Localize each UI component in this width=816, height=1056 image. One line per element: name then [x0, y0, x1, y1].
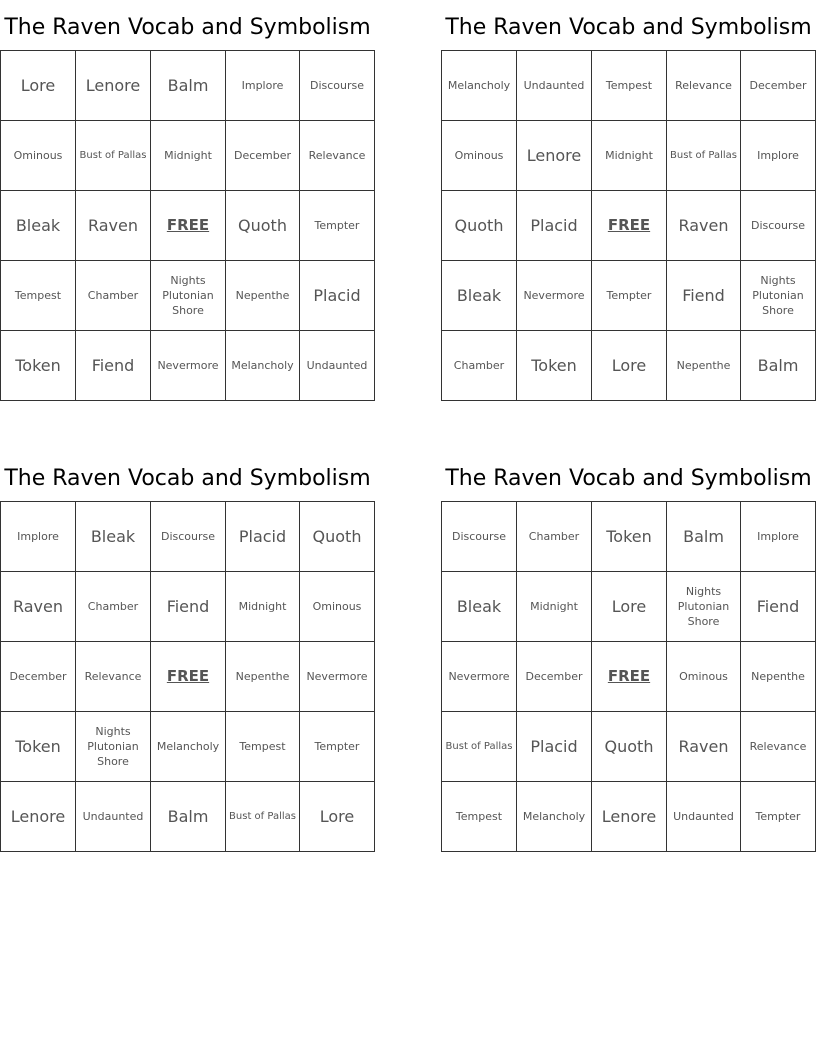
bingo-cell: December — [1, 642, 76, 712]
bingo-cell: Nevermore — [300, 642, 375, 712]
bingo-cell: Midnight — [592, 121, 667, 191]
bingo-cell: December — [226, 121, 300, 191]
bingo-cell: Token — [517, 331, 592, 401]
bingo-cell: Balm — [151, 51, 226, 121]
bingo-cell: Nepenthe — [667, 331, 741, 401]
bingo-cell: Balm — [667, 502, 741, 572]
bingo-cell: Placid — [226, 502, 300, 572]
bingo-cell: Raven — [667, 712, 741, 782]
bingo-cell: Bleak — [442, 261, 517, 331]
bingo-cell: December — [517, 642, 592, 712]
bingo-cell: Bleak — [76, 502, 151, 572]
free-space-cell: FREE — [151, 191, 226, 261]
bingo-card-4 — [441, 451, 816, 852]
bingo-cell: Lenore — [1, 782, 76, 852]
bingo-cell: Tempest — [592, 51, 667, 121]
bingo-cell: Melancholy — [151, 712, 226, 782]
bingo-cell: Tempest — [442, 782, 517, 852]
bingo-cell: Melancholy — [517, 782, 592, 852]
bingo-cell: Relevance — [76, 642, 151, 712]
bingo-cell: Implore — [226, 51, 300, 121]
bingo-cell: Nights Plutonian Shore — [741, 261, 816, 331]
bingo-cell: Lenore — [76, 51, 151, 121]
bingo-cell: Undaunted — [517, 51, 592, 121]
bingo-cell: Quoth — [592, 712, 667, 782]
bingo-cell: Implore — [741, 502, 816, 572]
bingo-cell: Tempest — [226, 712, 300, 782]
bingo-cell: Raven — [76, 191, 151, 261]
bingo-cell: Fiend — [76, 331, 151, 401]
bingo-cell: Token — [1, 331, 76, 401]
card-title: The Raven Vocab and Symbolism — [4, 466, 371, 491]
card-title: The Raven Vocab and Symbolism — [445, 466, 812, 491]
bingo-cell: Implore — [741, 121, 816, 191]
bingo-cell: Nights Plutonian Shore — [151, 261, 226, 331]
bingo-cell: Melancholy — [226, 331, 300, 401]
bingo-cell: Tempter — [300, 191, 375, 261]
bingo-cell: Balm — [151, 782, 226, 852]
bingo-cell: Bust of Pallas — [76, 121, 151, 191]
bingo-cell: Lore — [592, 572, 667, 642]
bingo-cell: Quoth — [300, 502, 375, 572]
bingo-cell: Bleak — [1, 191, 76, 261]
bingo-cell: Ominous — [300, 572, 375, 642]
bingo-cell: Undaunted — [76, 782, 151, 852]
bingo-cell: Raven — [1, 572, 76, 642]
bingo-cell: Token — [592, 502, 667, 572]
bingo-cell: Discourse — [151, 502, 226, 572]
bingo-cell: Tempter — [300, 712, 375, 782]
bingo-cell: Bust of Pallas — [442, 712, 517, 782]
bingo-cell: Bleak — [442, 572, 517, 642]
bingo-cell: Balm — [741, 331, 816, 401]
bingo-cell: Discourse — [300, 51, 375, 121]
bingo-cell: Lenore — [517, 121, 592, 191]
bingo-cell: Nepenthe — [741, 642, 816, 712]
bingo-cell: Quoth — [442, 191, 517, 261]
bingo-cell: Fiend — [667, 261, 741, 331]
bingo-cell: Chamber — [442, 331, 517, 401]
card-title: The Raven Vocab and Symbolism — [445, 15, 812, 40]
bingo-cell: Tempter — [592, 261, 667, 331]
bingo-cell: Chamber — [517, 502, 592, 572]
card-title: The Raven Vocab and Symbolism — [4, 15, 371, 40]
bingo-cell: Ominous — [667, 642, 741, 712]
bingo-cell: Raven — [667, 191, 741, 261]
bingo-cell: Placid — [517, 712, 592, 782]
bingo-cell: Implore — [1, 502, 76, 572]
bingo-cell: Chamber — [76, 261, 151, 331]
bingo-cell: Lenore — [592, 782, 667, 852]
bingo-cell: December — [741, 51, 816, 121]
bingo-cell: Placid — [300, 261, 375, 331]
bingo-grid — [441, 501, 816, 852]
bingo-cell: Discourse — [741, 191, 816, 261]
bingo-card-3 — [0, 451, 375, 852]
bingo-cell: Tempest — [1, 261, 76, 331]
bingo-cell: Lore — [1, 51, 76, 121]
bingo-cell: Midnight — [151, 121, 226, 191]
bingo-grid — [0, 50, 375, 401]
bingo-grid — [0, 501, 375, 852]
free-space-cell: FREE — [151, 642, 226, 712]
bingo-cell: Quoth — [226, 191, 300, 261]
bingo-cell: Token — [1, 712, 76, 782]
bingo-cell: Bust of Pallas — [667, 121, 741, 191]
bingo-cell: Tempter — [741, 782, 816, 852]
bingo-cell: Nevermore — [517, 261, 592, 331]
bingo-cell: Fiend — [151, 572, 226, 642]
bingo-cell: Midnight — [226, 572, 300, 642]
free-space-cell: FREE — [592, 191, 667, 261]
bingo-cell: Nevermore — [151, 331, 226, 401]
bingo-cell: Bust of Pallas — [226, 782, 300, 852]
bingo-cell: Nepenthe — [226, 261, 300, 331]
bingo-cell: Relevance — [667, 51, 741, 121]
bingo-cell: Chamber — [76, 572, 151, 642]
bingo-cell: Nepenthe — [226, 642, 300, 712]
bingo-card-2 — [441, 0, 816, 401]
bingo-cell: Undaunted — [300, 331, 375, 401]
bingo-cell: Lore — [300, 782, 375, 852]
bingo-cell: Ominous — [1, 121, 76, 191]
bingo-cell: Midnight — [517, 572, 592, 642]
bingo-cell: Ominous — [442, 121, 517, 191]
bingo-cell: Relevance — [741, 712, 816, 782]
bingo-cell: Nights Plutonian Shore — [667, 572, 741, 642]
bingo-cell: Discourse — [442, 502, 517, 572]
bingo-cell: Melancholy — [442, 51, 517, 121]
bingo-cell: Placid — [517, 191, 592, 261]
bingo-cell: Relevance — [300, 121, 375, 191]
bingo-cell: Nevermore — [442, 642, 517, 712]
bingo-cell: Fiend — [741, 572, 816, 642]
bingo-cell: Nights Plutonian Shore — [76, 712, 151, 782]
bingo-card-1 — [0, 0, 375, 401]
bingo-cell: Undaunted — [667, 782, 741, 852]
bingo-grid — [441, 50, 816, 401]
bingo-cell: Lore — [592, 331, 667, 401]
free-space-cell: FREE — [592, 642, 667, 712]
